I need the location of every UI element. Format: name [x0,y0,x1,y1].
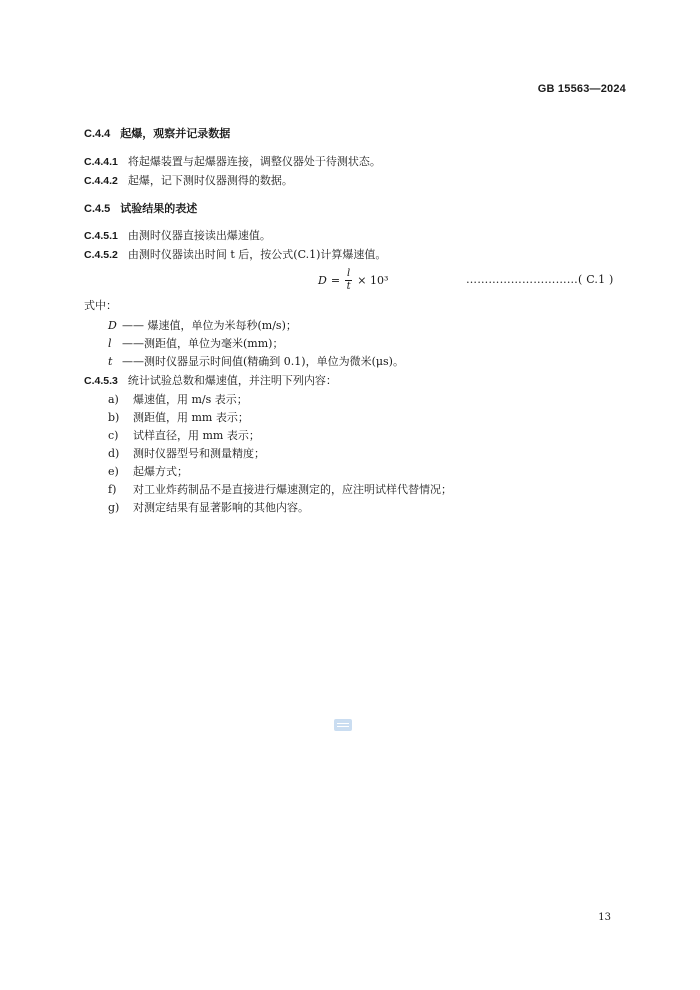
list-item-label: c) [108,429,119,442]
clause-text: 由测时仪器读出时间 t 后，按公式(C.1)计算爆速值。 [127,248,387,261]
list-item-text: 爆速值，用 m/s 表示； [133,393,248,406]
clause-number: C.4.5.1 [84,230,118,242]
formula-multiplier: × 10³ [357,273,389,287]
variable-description: —— 爆速值，单位为米每秒(m/s)； [122,319,297,332]
clause-text: 将起爆装置与起爆器连接，调整仪器处于待测状态。 [127,155,381,168]
formula-numerator: l [347,267,351,279]
list-item [108,499,309,515]
watermark-logo-svg [334,719,352,731]
variable-definition-d [108,317,297,333]
section-heading-c44 [84,125,230,141]
clause-number: C.4.5.3 [84,375,118,387]
variable-symbol: l [108,337,112,350]
variable-symbol: D [108,319,117,332]
variable-definition-t [108,353,404,369]
list-item-label: e) [108,465,119,478]
formula-equals: = [330,273,341,287]
watermark-logo-icon [334,716,352,728]
section-heading-c45 [84,200,197,216]
list-item [108,463,188,479]
variable-definition-l [108,335,283,351]
formula-row [0,265,700,295]
list-item [108,409,249,425]
formula-fraction [345,268,352,293]
equation-number: …………………………( C.1 ) [466,273,614,286]
variable-description: ——测距值，单位为毫米(mm)； [122,337,284,350]
clause-c452 [84,246,386,262]
section-number: C.4.4 [84,128,111,140]
list-item-label: d) [108,447,120,460]
variable-symbol: t [108,355,113,368]
list-item-text: 起爆方式； [133,465,188,478]
clause-text: 统计试验总数和爆速值，并注明下列内容： [127,374,337,387]
standard-code: GB 15563—2024 [537,83,626,95]
list-item-label: f) [108,483,117,496]
list-item [108,427,260,443]
list-item-label: a) [108,393,119,406]
list-item-text: 测时仪器型号和测量精度； [133,447,265,460]
section-title: 起爆，观察并记录数据 [120,127,231,140]
formula-lhs: D [318,273,327,287]
formula [318,265,388,295]
section-number: C.4.5 [84,203,111,215]
clause-c451 [84,227,271,243]
page-number: 13 [598,912,611,923]
clause-c442 [84,172,293,188]
list-item-label: g) [108,501,120,514]
list-item [108,391,248,407]
list-item-text: 测距值，用 mm 表示； [133,411,249,424]
where-label: 式中： [84,299,117,312]
list-item-label: b) [108,411,120,424]
list-item-text: 试样直径，用 mm 表示； [133,429,260,442]
list-item [108,481,452,497]
section-title: 试验结果的表述 [120,202,198,215]
clause-c441 [84,153,381,169]
clause-c453 [84,372,337,388]
list-item [108,445,265,461]
formula-denominator: t [346,280,351,292]
clause-number: C.4.5.2 [84,249,118,261]
clause-number: C.4.4.2 [84,175,118,187]
variable-description: ——测时仪器显示时间值(精确到 0.1)，单位为微米(μs)。 [122,355,404,368]
clause-number: C.4.4.1 [84,156,118,168]
clause-text: 起爆，记下测时仪器测得的数据。 [127,174,293,187]
clause-text: 由测时仪器直接读出爆速值。 [127,229,271,242]
list-item-text: 对工业炸药制品不是直接进行爆速测定的，应注明试样代替情况； [133,483,452,496]
list-item-text: 对测定结果有显著影响的其他内容。 [133,501,309,514]
